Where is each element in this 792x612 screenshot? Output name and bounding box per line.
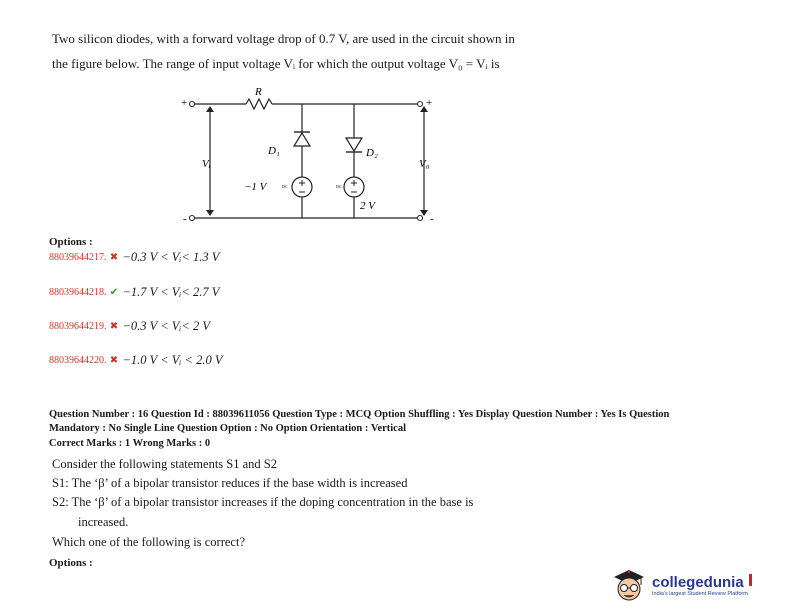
- logo-accent-bar: [749, 574, 752, 586]
- question-2-ask: Which one of the following is correct?: [52, 535, 245, 549]
- logo-wordmark: collegedunia: [652, 573, 744, 591]
- d2-label: D₂: [366, 147, 378, 159]
- options-title-2: Options :: [49, 557, 93, 569]
- d1-label: D₁: [268, 145, 280, 157]
- input-terminal-top: [190, 102, 195, 107]
- question-meta-line-1: Question Number : 16 Question Id : 88039611056 Question Type : MCQ Option Shuffling : Yes Display Question Number : Yes Is Question: [49, 409, 670, 420]
- output-terminal-bottom: [418, 216, 423, 221]
- output-terminal-top: [418, 102, 423, 107]
- statement-s1: S1: The ‘β’ of a bipolar transistor reduces if the base width is increased: [52, 476, 408, 490]
- diode-d2: [346, 138, 362, 152]
- diode-d1: [294, 132, 310, 146]
- question-1-line-2: the figure below. The range of input voltage Vᵢ for which the output voltage V₀ = Vᵢ is: [52, 56, 500, 71]
- question-meta-line-2: Mandatory : No Single Line Question Option : No Option Orientation : Vertical: [49, 423, 407, 434]
- dc-label-1: DC: [282, 184, 288, 189]
- minus-right-label: -: [430, 213, 434, 225]
- vo-label: V₀: [419, 158, 430, 170]
- statement-s2: S2: The ‘β’ of a bipolar transistor increases if the doping concentration in the base is: [52, 495, 474, 509]
- options-title-1: Options :: [49, 236, 93, 248]
- wrong-mark-icon: ✖: [109, 321, 119, 332]
- source-2-label: 2 V: [360, 200, 375, 212]
- wrong-mark-icon: ✖: [109, 252, 119, 263]
- option-text: −1.0 V < Vᵢ < 2.0 V: [122, 353, 223, 367]
- minus-left-label: -: [183, 213, 187, 225]
- vi-label: Vᵢ: [202, 158, 211, 170]
- wrong-mark-icon: ✖: [109, 355, 119, 366]
- diode-circuit-diagram: [170, 82, 450, 230]
- collegedunia-logo: [608, 567, 752, 603]
- option-row[interactable]: [49, 353, 222, 368]
- plus-right-label: +: [426, 97, 433, 109]
- resistor-symbol: [246, 99, 272, 109]
- option-id: 88039644220.: [49, 355, 107, 366]
- resistor-label: R: [255, 86, 262, 98]
- logo-tagline: India's largest Student Review Platform: [652, 590, 748, 597]
- dc-source-1: [292, 177, 312, 197]
- option-id: 88039644217.: [49, 252, 107, 263]
- marks-info: Correct Marks : 1 Wrong Marks : 0: [49, 438, 211, 449]
- option-row[interactable]: [49, 285, 219, 300]
- option-id: 88039644218.: [49, 287, 107, 298]
- question-2-intro: Consider the following statements S1 and S2: [52, 457, 277, 471]
- option-text: −0.3 V < Vᵢ< 1.3 V: [122, 250, 220, 264]
- option-text: −1.7 V < Vᵢ< 2.7 V: [122, 285, 220, 299]
- statement-s2-continued: increased.: [78, 515, 129, 529]
- question-1-line-1: Two silicon diodes, with a forward voltage drop of 0.7 V, are used in the circuit shown in: [52, 31, 515, 46]
- option-id: 88039644219.: [49, 321, 107, 332]
- vi-arrow-head: [206, 106, 214, 112]
- source-1-label: −1 V: [244, 181, 267, 193]
- option-row[interactable]: [49, 250, 219, 265]
- graduate-mascot-icon: [608, 567, 650, 603]
- dc-source-2: [344, 177, 364, 197]
- plus-left-label: +: [181, 97, 188, 109]
- option-text: −0.3 V < Vᵢ< 2 V: [122, 319, 210, 333]
- dc-label-2: DC: [336, 184, 342, 189]
- option-row[interactable]: [49, 319, 210, 334]
- input-terminal-bottom: [190, 216, 195, 221]
- correct-check-icon: ✔: [109, 287, 119, 298]
